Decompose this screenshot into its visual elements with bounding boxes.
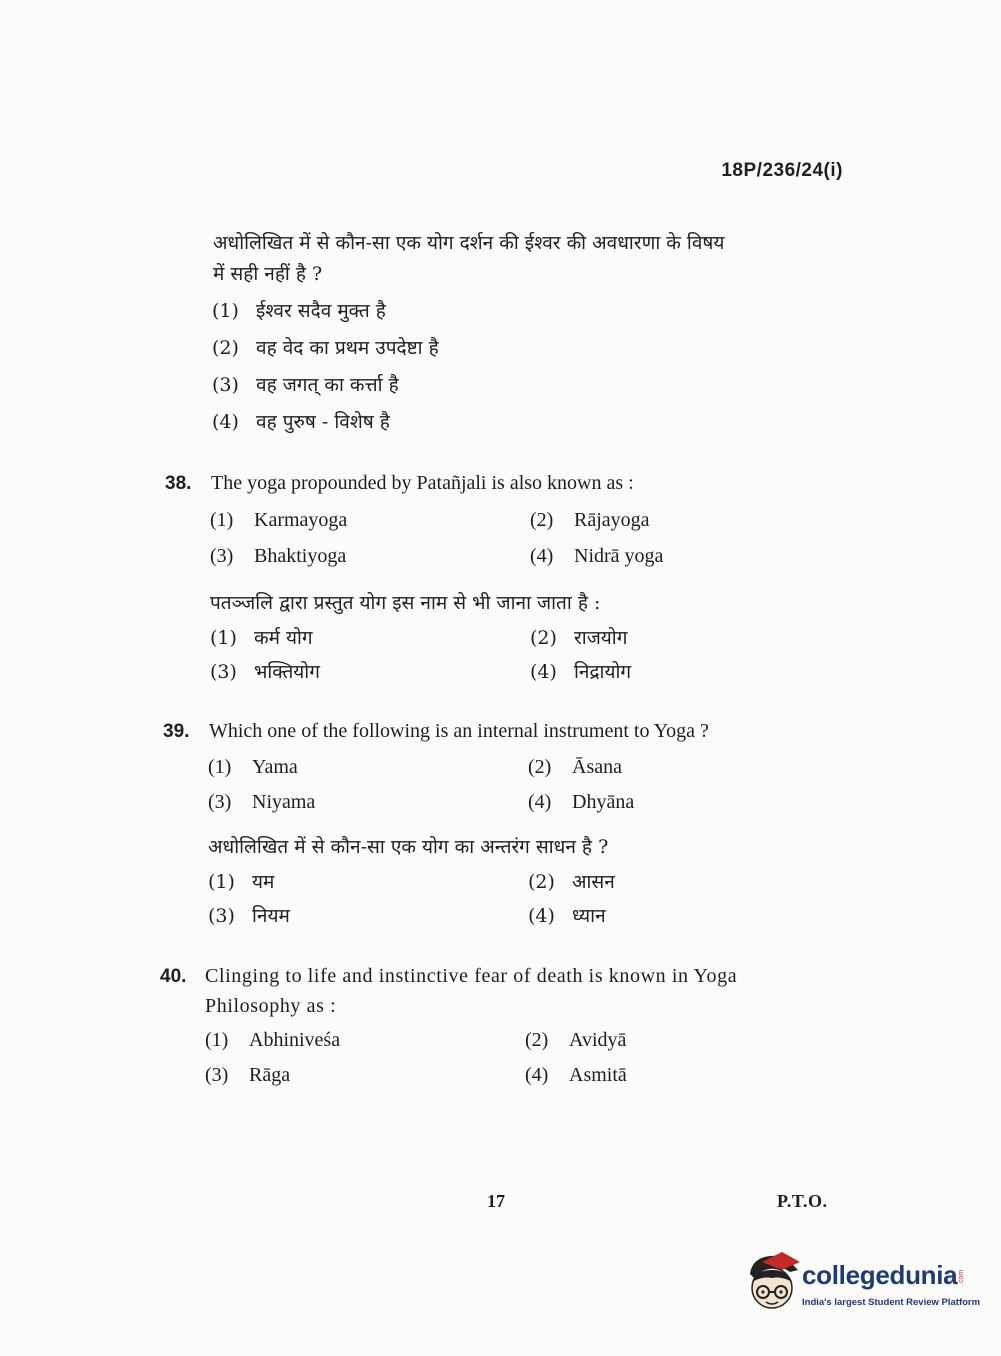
q38-option-1: (1) Karmayoga xyxy=(210,509,348,531)
q40-number: 40. xyxy=(160,966,187,987)
paper-code: 18P/236/24(i) xyxy=(721,160,843,181)
q40-option-2: (2) Avidyā xyxy=(525,1029,627,1051)
q38-option-4: (4) Nidrā yoga xyxy=(530,545,664,567)
q38-hindi-option-4: (4) निद्रायोग xyxy=(530,661,632,683)
q37-hindi-option: (1) ईश्वर सदैव मुक्त है xyxy=(212,300,386,322)
q38-number: 38. xyxy=(165,473,192,494)
q40-question-line2: Philosophy as : xyxy=(205,995,337,1017)
q40-options-row-2 xyxy=(205,1060,805,1092)
q37-hindi-option: (4) वह पुरुष - विशेष है xyxy=(212,411,390,433)
q39-hindi-options-row-1 xyxy=(208,867,808,899)
pto-label: P.T.O. xyxy=(777,1191,828,1211)
q39-options-row-2 xyxy=(208,787,808,819)
brand-tagline: India's largest Student Review Platform xyxy=(802,1297,981,1308)
page-number: 17 xyxy=(487,1191,505,1211)
mascot-icon xyxy=(742,1252,802,1318)
q38-options-row-1 xyxy=(210,505,810,537)
q39-number: 39. xyxy=(163,721,190,742)
q38-hindi-option-1: (1) कर्म योग xyxy=(210,627,313,649)
q38-option-3: (3) Bhaktiyoga xyxy=(210,545,347,567)
q38-hindi-options-row-1 xyxy=(210,623,810,655)
q39-option-4: (4) Dhyāna xyxy=(528,791,635,813)
brand-domain: .com xyxy=(958,1269,966,1286)
q39-hindi-option-1: (1) यम xyxy=(208,871,275,893)
q38-question: The yoga propounded by Patañjali is also known as : xyxy=(211,472,634,494)
q39-hindi-option-2: (2) आसन xyxy=(528,871,615,893)
q39-hindi-options-row-2 xyxy=(208,901,808,933)
q40-option-4: (4) Asmitā xyxy=(525,1064,627,1086)
q40-option-3: (3) Rāga xyxy=(205,1064,291,1086)
q39-option-1: (1) Yama xyxy=(208,756,298,778)
q39-question: Which one of the following is an internal instrument to Yoga ? xyxy=(209,720,709,742)
q38-hindi-option-2: (2) राजयोग xyxy=(530,627,628,649)
brand-name: collegedunia xyxy=(802,1260,958,1290)
q39-hindi-question: अधोलिखित में से कौन-सा एक योग का अन्तरंग साधन है ? xyxy=(208,836,609,858)
q40-question xyxy=(205,961,845,1021)
q37-hindi-question-line2: में सही नहीं है ? xyxy=(213,263,323,285)
q40-question-line1: Clinging to life and instinctive fear of death is known in Yoga xyxy=(205,965,738,987)
q38-hindi-option-3: (3) भक्तियोग xyxy=(210,661,320,683)
q38-hindi-question: पतञ्जलि द्वारा प्रस्तुत योग इस नाम से भी जाना जाता है : xyxy=(210,592,601,614)
q39-option-2: (2) Āsana xyxy=(528,756,622,778)
q39-options-row-1 xyxy=(208,752,808,784)
q37-hindi-question-line1: अधोलिखित में से कौन-सा एक योग दर्शन की ईश्वर की अवधारणा के विषय xyxy=(213,232,725,254)
q40-options-row-1 xyxy=(205,1025,805,1057)
q39-hindi-option-3: (3) नियम xyxy=(208,905,290,927)
q38-hindi-options-row-2 xyxy=(210,657,810,689)
q37-hindi-option: (3) वह जगत् का कर्त्ता है xyxy=(212,374,399,396)
q37-hindi-options xyxy=(212,296,439,444)
q37-hindi-question xyxy=(213,228,853,290)
q38-option-2: (2) Rājayoga xyxy=(530,509,650,531)
q40-option-1: (1) Abhiniveśa xyxy=(205,1029,341,1051)
q37-hindi-option: (2) वह वेद का प्रथम उपदेष्टा है xyxy=(212,337,439,359)
collegedunia-logo xyxy=(742,1252,981,1318)
q39-hindi-option-4: (4) ध्यान xyxy=(528,905,606,927)
q39-option-3: (3) Niyama xyxy=(208,791,316,813)
q38-options-row-2 xyxy=(210,541,810,573)
